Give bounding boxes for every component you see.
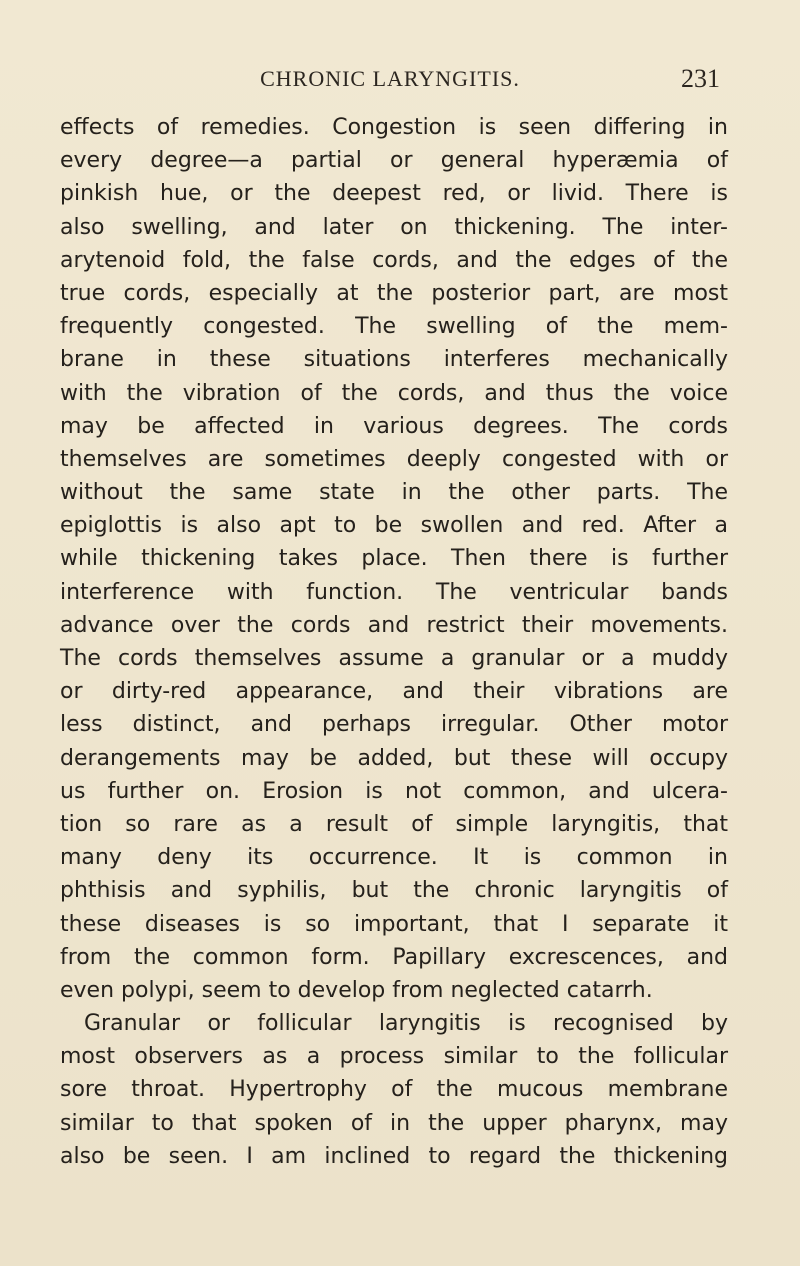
- text-line: with the vibration of the cords, and thus the voice: [60, 380, 728, 406]
- text-line: may be affected in various degrees. The cords: [60, 413, 728, 439]
- text-line: phthisis and syphilis, but the chronic laryngitis of: [60, 878, 728, 904]
- text-line: arytenoid fold, the false cords, and the edges of the: [60, 247, 728, 273]
- text-line: interference with function. The ventricular bands: [60, 579, 728, 605]
- text-line: many deny its occurrence. It is common in: [60, 845, 728, 871]
- text-line: true cords, especially at the posterior part, are most: [60, 280, 728, 306]
- text-line: most observers as a process similar to the follicular: [60, 1044, 728, 1070]
- text-line: these diseases is so important, that I separate it: [60, 911, 728, 937]
- running-title: CHRONIC LARYNGITIS.: [260, 66, 520, 91]
- text-line: or dirty-red appearance, and their vibrations are: [60, 679, 728, 705]
- text-line: without the same state in the other parts. The: [60, 480, 728, 506]
- text-line: similar to that spoken of in the upper pharynx, may: [60, 1110, 728, 1136]
- body-text: [60, 111, 728, 1173]
- text-line: every degree—a partial or general hyperæmia of: [60, 148, 728, 174]
- text-line: while thickening takes place. Then there is further: [60, 546, 728, 572]
- running-head: [60, 66, 720, 106]
- text-line: sore throat. Hypertrophy of the mucous membrane: [60, 1077, 728, 1103]
- text-line: even polypi, seem to develop from neglected catarrh.: [60, 977, 653, 1003]
- text-line: brane in these situations interferes mechanically: [60, 347, 728, 373]
- text-line: also be seen. I am inclined to regard the thickening: [60, 1143, 728, 1169]
- text-line: frequently congested. The swelling of the mem-: [60, 314, 728, 340]
- text-line: from the common form. Papillary excrescences, and: [60, 944, 728, 970]
- text-line: The cords themselves assume a granular or a muddy: [60, 646, 728, 671]
- text-line: also swelling, and later on thickening. The inter-: [60, 214, 728, 240]
- text-line: advance over the cords and restrict their movements.: [60, 612, 728, 638]
- text-line: effects of remedies. Congestion is seen differing in: [60, 115, 728, 140]
- text-line: themselves are sometimes deeply congested with or: [60, 446, 728, 472]
- text-line: derangements may be added, but these will occupy: [60, 745, 728, 771]
- text-line: tion so rare as a result of simple laryngitis, that: [60, 811, 728, 837]
- text-line: us further on. Erosion is not common, and ulcera-: [60, 778, 728, 804]
- text-line: Granular or follicular laryngitis is recognised by: [84, 1011, 728, 1037]
- text-line: less distinct, and perhaps irregular. Other motor: [60, 712, 728, 738]
- text-line: pinkish hue, or the deepest red, or livid. There is: [60, 181, 728, 207]
- page-number: 231: [681, 64, 720, 93]
- text-line: epiglottis is also apt to be swollen and red. After a: [60, 513, 728, 539]
